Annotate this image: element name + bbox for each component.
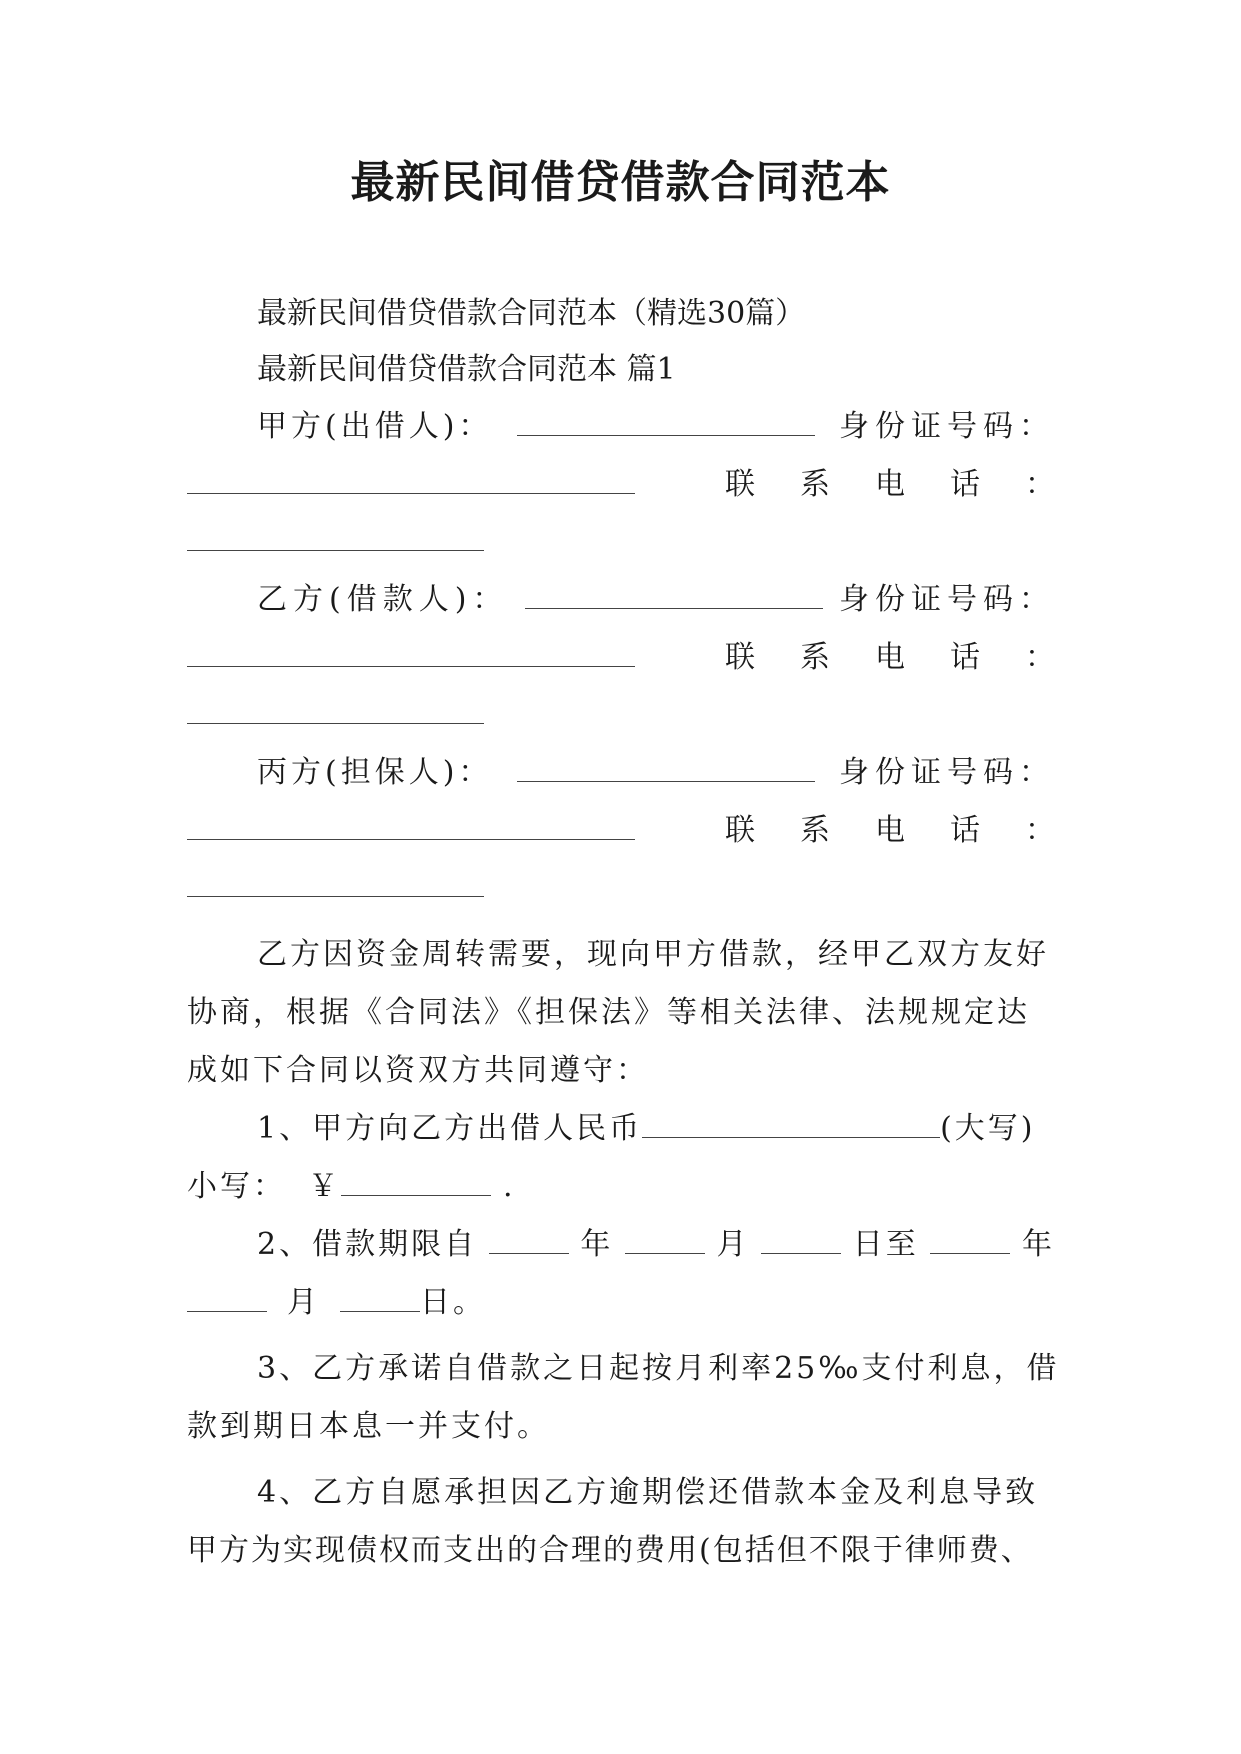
clause-4-line-2: 甲方为实现债权而支出的合理的费用(包括但不限于律师费、 [187,1533,1033,1568]
clause-2-day-to-label: 日至 [852,1227,919,1262]
party-b-id-row [187,638,1055,678]
clause-2-month-label: 月 [716,1227,750,1262]
party-c-id-row [187,811,1055,851]
clause-2-end-year-label: 年 [1021,1227,1055,1262]
clause-2-end-month-label: 月 [287,1285,320,1320]
party-c-phone-blank [187,868,484,897]
party-a-id-row [187,465,1055,505]
intro-line-2: 协商，根据《合同法》《担保法》等相关法律、法规规定达 [187,995,1030,1030]
clause-1-line-1 [257,1109,1055,1149]
party-b-id-blank [187,638,635,667]
section-heading: 最新民间借贷借款合同范本 篇1 [257,352,676,387]
clause-1-text: 1、甲方向乙方出借人民币 [257,1111,643,1146]
party-c-id-blank [187,811,635,840]
party-a-label: 甲方(出借人)： [257,409,493,444]
party-c-name-blank [517,753,815,782]
clause-2-start-year-blank [489,1225,569,1254]
party-a-id-blank [187,465,635,494]
clause-2-end-year-blank [930,1225,1010,1254]
party-a-phone-row [187,522,1055,562]
party-a-name-blank [517,407,815,436]
party-c-phone-row [187,868,1055,908]
party-a-phone-blank [187,522,484,551]
clause-4-line-1: 4、乙方自愿承担因乙方逾期偿还借款本金及利息导致 [257,1475,1039,1510]
party-a-id-label: 身份证号码： [838,409,1055,444]
clause-2-text: 2、借款期限自 [257,1227,478,1262]
party-a-row [257,407,1055,447]
clause-2-year-label: 年 [580,1227,614,1262]
clause-3-line-2: 款到期日本息一并支付。 [187,1409,550,1444]
intro-line-1: 乙方因资金周转需要，现向甲方借款，经甲乙双方友好 [257,937,1049,972]
clause-2-end-day-blank [340,1283,420,1312]
party-c-row [257,753,1055,793]
party-b-row [257,580,1055,620]
clause-1-small-label: 小写： [187,1169,286,1204]
intro-line-3: 成如下合同以资双方共同遵守： [187,1053,649,1088]
document-title: 最新民间借贷借款合同范本 [350,157,891,208]
clause-1-capital-label: (大写) [940,1111,1036,1146]
party-b-name-blank [525,580,823,609]
clause-2-start-day-blank [761,1225,841,1254]
party-a-phone-label: 联 系 电 话 ： [725,467,1055,502]
party-b-id-label: 身份证号码： [838,582,1055,617]
clause-1-currency: ￥ [308,1169,341,1204]
document-subtitle: 最新民间借贷借款合同范本（精选30篇） [257,296,806,331]
party-b-label: 乙方(借款人)： [257,582,509,617]
party-c-label: 丙方(担保人)： [257,755,493,790]
clause-2-line-1 [257,1225,1055,1265]
clause-1-amount-blank [642,1109,940,1138]
clause-2-start-month-blank [625,1225,705,1254]
clause-3-line-1: 3、乙方承诺自借款之日起按月利率25‰支付利息，借 [257,1351,1060,1386]
clause-2-line-2 [187,1283,1055,1323]
party-b-phone-row [187,695,1055,735]
clause-1-period: . [503,1169,516,1204]
clause-2-end-day-label: 日。 [420,1285,486,1320]
clause-2-end-month-blank [187,1283,267,1312]
party-b-phone-blank [187,695,484,724]
party-c-phone-label: 联 系 电 话 ： [725,813,1055,848]
clause-1-line-2 [187,1167,1055,1207]
party-c-id-label: 身份证号码： [838,755,1055,790]
party-b-phone-label: 联 系 电 话 ： [725,640,1055,675]
clause-1-small-blank [341,1167,491,1196]
